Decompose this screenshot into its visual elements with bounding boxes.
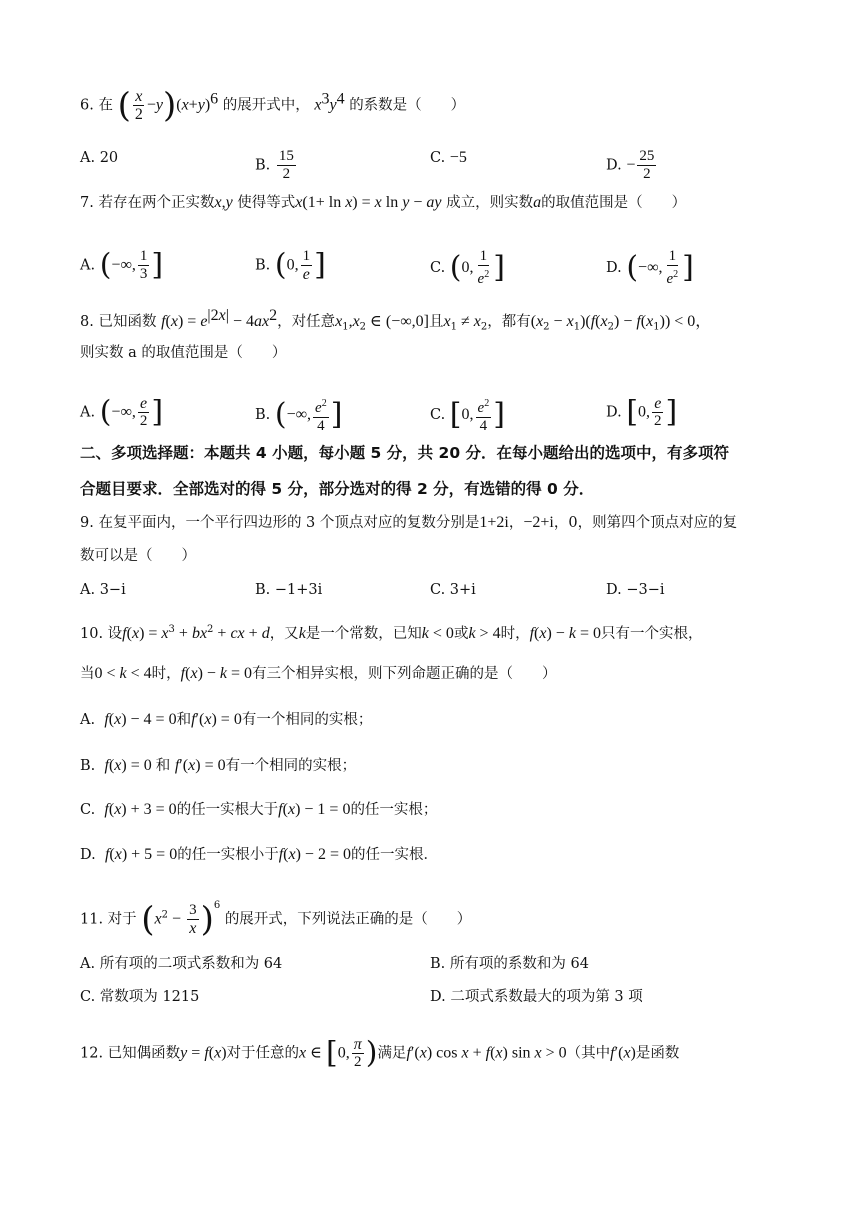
section-2-heading-line1: 二、多项选择题：本题共 4 小题，每小题 5 分，共 20 分．在每小题给出的选项中，有多项符 [80,444,730,462]
q11-option-a: A. 所有项的二项式系数和为 64 [80,956,283,972]
q10-option-c: C. f(x) + 3 = 0的任一实根大于f(x) − 1 = 0的任一实根； [80,801,438,818]
q10-option-b: B. f(x) = 0 和 f′(x) = 0有一个相同的实根； [80,757,357,774]
q11-option-b: B. 所有项的系数和为 64 [430,956,589,972]
q7-option-c: C. (0, $\frac{1}{e^2}$ ] [430,248,505,287]
q10-option-a: A. f(x) − 4 = 0和f′(x) = 0有一个相同的实根； [80,711,373,728]
q6-option-b: B. $\frac{15}{2}$ [255,148,294,182]
q7-option-d: D. (−∞, $\frac{1}{e^2}$ ] [606,248,694,287]
q6-option-c: C. −5 [430,149,467,166]
q9-option-c: C. 3+i [430,582,476,598]
question-9-line2: 数可以是（ ） [80,548,196,564]
q6-option-d: D. − $\frac{25}{2}$ [606,148,655,182]
q11-option-c: C. 常数项为 1215 [80,989,200,1005]
q9-option-b: B. −1+3i [255,582,323,598]
q7-option-a: A. (−∞, $\frac{1}{3}$ ] [80,247,164,283]
q9-option-a: A. 3−i [80,582,126,598]
q6-option-a: A. 20 [80,150,119,166]
question-6: 6. 在 ( $\frac{x}{2}$ $-y)(x+y)^6$ 的展开式中， $x^3y^4$ 的系数是（ ） [80,85,466,126]
q7-option-b: B. (0, $\frac{1}{e}$ ] [255,247,326,283]
question-8-line2: 则实数 a 的取值范围是（ ） [80,345,287,361]
question-10-line2: 当0 < k < 4时，f(x) − k = 0有三个相异实根，则下列命题正确的是（ ） [80,665,557,682]
q10-option-d: D. f(x) + 5 = 0的任一实根小于f(x) − 2 = 0的任一实根． [80,846,438,863]
q8-option-c: C. [0, $\frac{e^2}{4}$ ] [430,397,505,434]
q9-option-d: D. −3−i [606,582,665,598]
section-2-heading-line2: 合题目要求．全部选对的得 5 分，部分选对的得 2 分，有选错的得 0 分． [80,480,595,498]
q8-option-d: D. [0, $\frac{e}{2}$ ] [606,394,678,430]
question-11: 11. 对于 ($x^2$ − $\frac{3}{x}$ )$^6$ 的展开式，下列说法正确的是（ ） [80,899,472,940]
question-9: 9. 在复平面内，一个平行四边形的 3 个顶点对应的复数分别是1+2i，−2+i，0，则第四个顶点对应的复 [80,514,738,531]
q11-option-d: D. 二项式系数最大的项为第 3 项 [430,989,643,1005]
question-8: 8. 已知函数 $f(x) = e^{|2x|} - 4ax^2$，对任意$x_1,x_2$ ∈ (−∞,0]且$x_1 \ne x_2$，都有$(x_2 - x_1)(f(x_2) - f(x_1)) < 0$， [80,307,712,333]
q8-option-b: B. (−∞, $\frac{e^2}{4}$ ] [255,397,343,434]
question-7: 7. 若存在两个正实数x,y 使得等式x(1+ ln x) = x ln y − ay 成立，则实数a的取值范围是（ ） [80,194,687,211]
q6-prefix: 6. 在 [80,97,113,114]
question-10: 10. 设$f(x) = x^3 + bx^2$ + cx + d，又k是一个常数，已知k < 0或k > 4时，f(x) − k = 0只有一个实根， [80,624,703,642]
question-12: 12. 已知偶函数y = f(x)对于任意的x ∈ [0, $\frac{\pi}{2}$ )满足f′(x) cos x + f(x) sin x > 0（其中f′(x)是函数 [80,1035,680,1071]
q8-option-a: A. (−∞, $\frac{e}{2}$ ] [80,394,164,430]
